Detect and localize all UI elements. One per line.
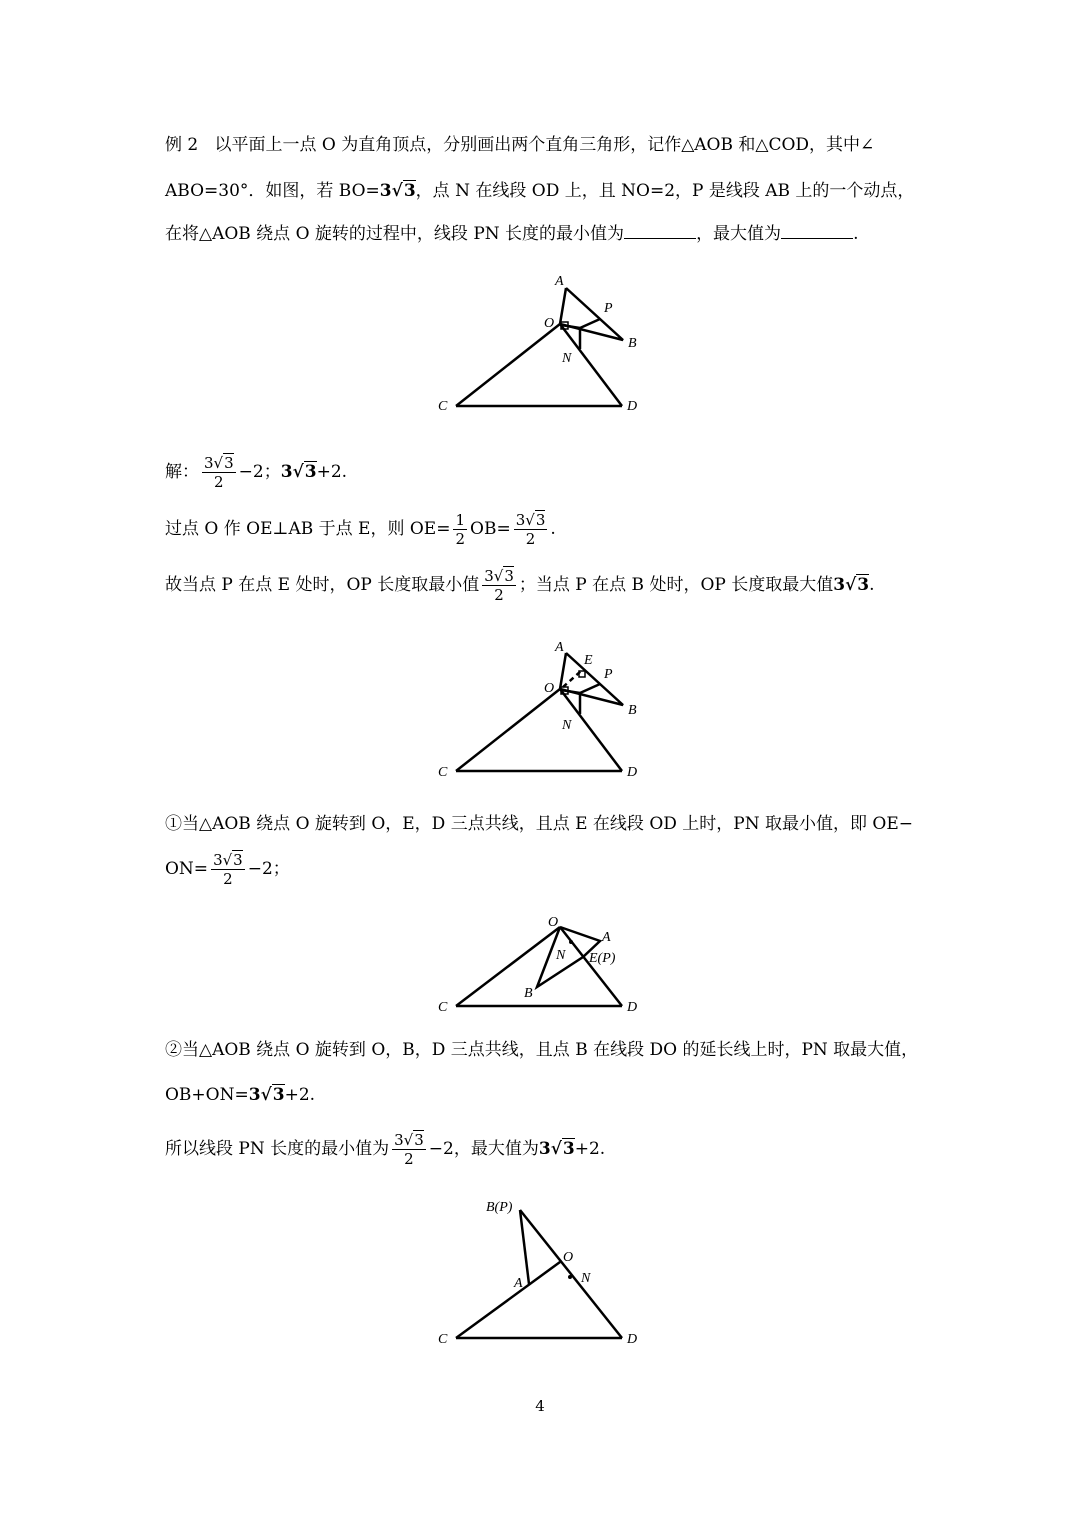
problem-line-3: 在将△AOB 绕点 O 旋转的过程中，线段 PN 长度的最小值为 ，最大值为 . (165, 224, 859, 244)
example-label: 例 2 (165, 135, 199, 155)
label-O: O (563, 1250, 574, 1265)
problem-line-1 (165, 133, 925, 157)
answer-blank-min[interactable] (624, 224, 696, 239)
figure-3 (420, 905, 660, 1025)
label-N: N (562, 718, 572, 733)
case-2-line-1: ②当△AOB 绕点 O 旋转到 O，B，D 三点共线，且点 B 在线段 DO 的延长线上时，PN 取最大值， (165, 1040, 919, 1060)
label-A: A (555, 640, 564, 655)
problem-line-2: ABO=30°．如图，若 BO=3√3，点 N 在线段 OD 上，且 NO=2，P 是线段 AB 上的一个动点， (165, 181, 915, 201)
conclusion-line: 所以线段 PN 长度的最小值为 $\frac{3√3}{2}$ −2，最大值为3√3+2. (165, 1131, 606, 1168)
label-B: B (628, 336, 637, 351)
label-C: C (438, 1332, 448, 1347)
problem-text-3a: 在将△AOB 绕点 O 旋转的过程中，线段 PN 长度的最小值为 (165, 224, 625, 244)
case-2-line-2: OB+ON=3√3+2. (165, 1085, 316, 1105)
label-N: N (556, 948, 566, 963)
problem-text-1: 以平面上一点 O 为直角顶点，分别画出两个直角三角形，记作△AOB 和△COD，其中∠ (214, 135, 875, 155)
label-N: N (581, 1271, 591, 1286)
page-number: 4 (535, 1397, 545, 1415)
label-D: D (627, 1332, 638, 1347)
label-E-P: E(P) (589, 951, 616, 966)
label-C: C (438, 1000, 448, 1015)
answer-blank-max[interactable] (781, 224, 853, 239)
case-1-line-2: ON= $\frac{3√3}{2}$ −2； (165, 851, 290, 888)
label-D: D (627, 1000, 638, 1015)
label-N: N (562, 351, 572, 366)
label-B: B (628, 703, 637, 718)
solution-line-2: 过点 O 作 OE⊥AB 于点 E，则 OE= $\frac{1}{2}$ OB= $\frac{3√3}{2}$ . (165, 511, 556, 548)
fraction: $\frac{3√3}{2}$ (484, 567, 514, 604)
label-B: B (524, 986, 533, 1001)
solution-line-1: 解： $\frac{3√3}{2}$ −2；3√3+2. (165, 454, 348, 491)
label-A: A (555, 274, 564, 289)
label-D: D (627, 765, 638, 780)
problem-text-2a: ABO=30°．如图，若 BO= (165, 181, 380, 201)
label-C: C (438, 765, 448, 780)
label-P: P (604, 667, 613, 682)
label-B-P: B(P) (486, 1200, 513, 1215)
label-O: O (544, 681, 555, 696)
case-1-line-1: ①当△AOB 绕点 O 旋转到 O，E，D 三点共线，且点 E 在线段 OD 上时，PN 取最小值，即 OE− (165, 814, 914, 834)
fraction-half: $\frac{1}{2}$ (455, 511, 466, 548)
label-C: C (438, 399, 448, 414)
figure-2 (420, 635, 660, 790)
label-O: O (544, 316, 555, 331)
fraction: $\frac{3√3}{2}$ (204, 454, 234, 491)
label-D: D (627, 399, 638, 414)
figure-1 (420, 265, 660, 425)
fraction: $\frac{3√3}{2}$ (394, 1131, 424, 1168)
problem-text-2b: ，点 N 在线段 OD 上，且 NO=2，P 是线段 AB 上的一个动点， (415, 181, 915, 201)
sqrt-sign: √ (391, 181, 403, 201)
label-O: O (548, 915, 559, 930)
label-A: A (514, 1276, 523, 1291)
solution-line-3: 故当点 P 在点 E 处时，OP 长度取最小值 $\frac{3√3}{2}$ ；当点 P 在点 B 处时，OP 长度取最大值3√3. (165, 567, 875, 604)
label-P: P (604, 301, 613, 316)
label-A: A (602, 930, 611, 945)
figure-4 (420, 1195, 660, 1355)
fraction: $\frac{3√3}{2}$ (515, 511, 546, 548)
fraction: $\frac{3√3}{2}$ (213, 851, 243, 888)
label-E: E (584, 653, 593, 668)
